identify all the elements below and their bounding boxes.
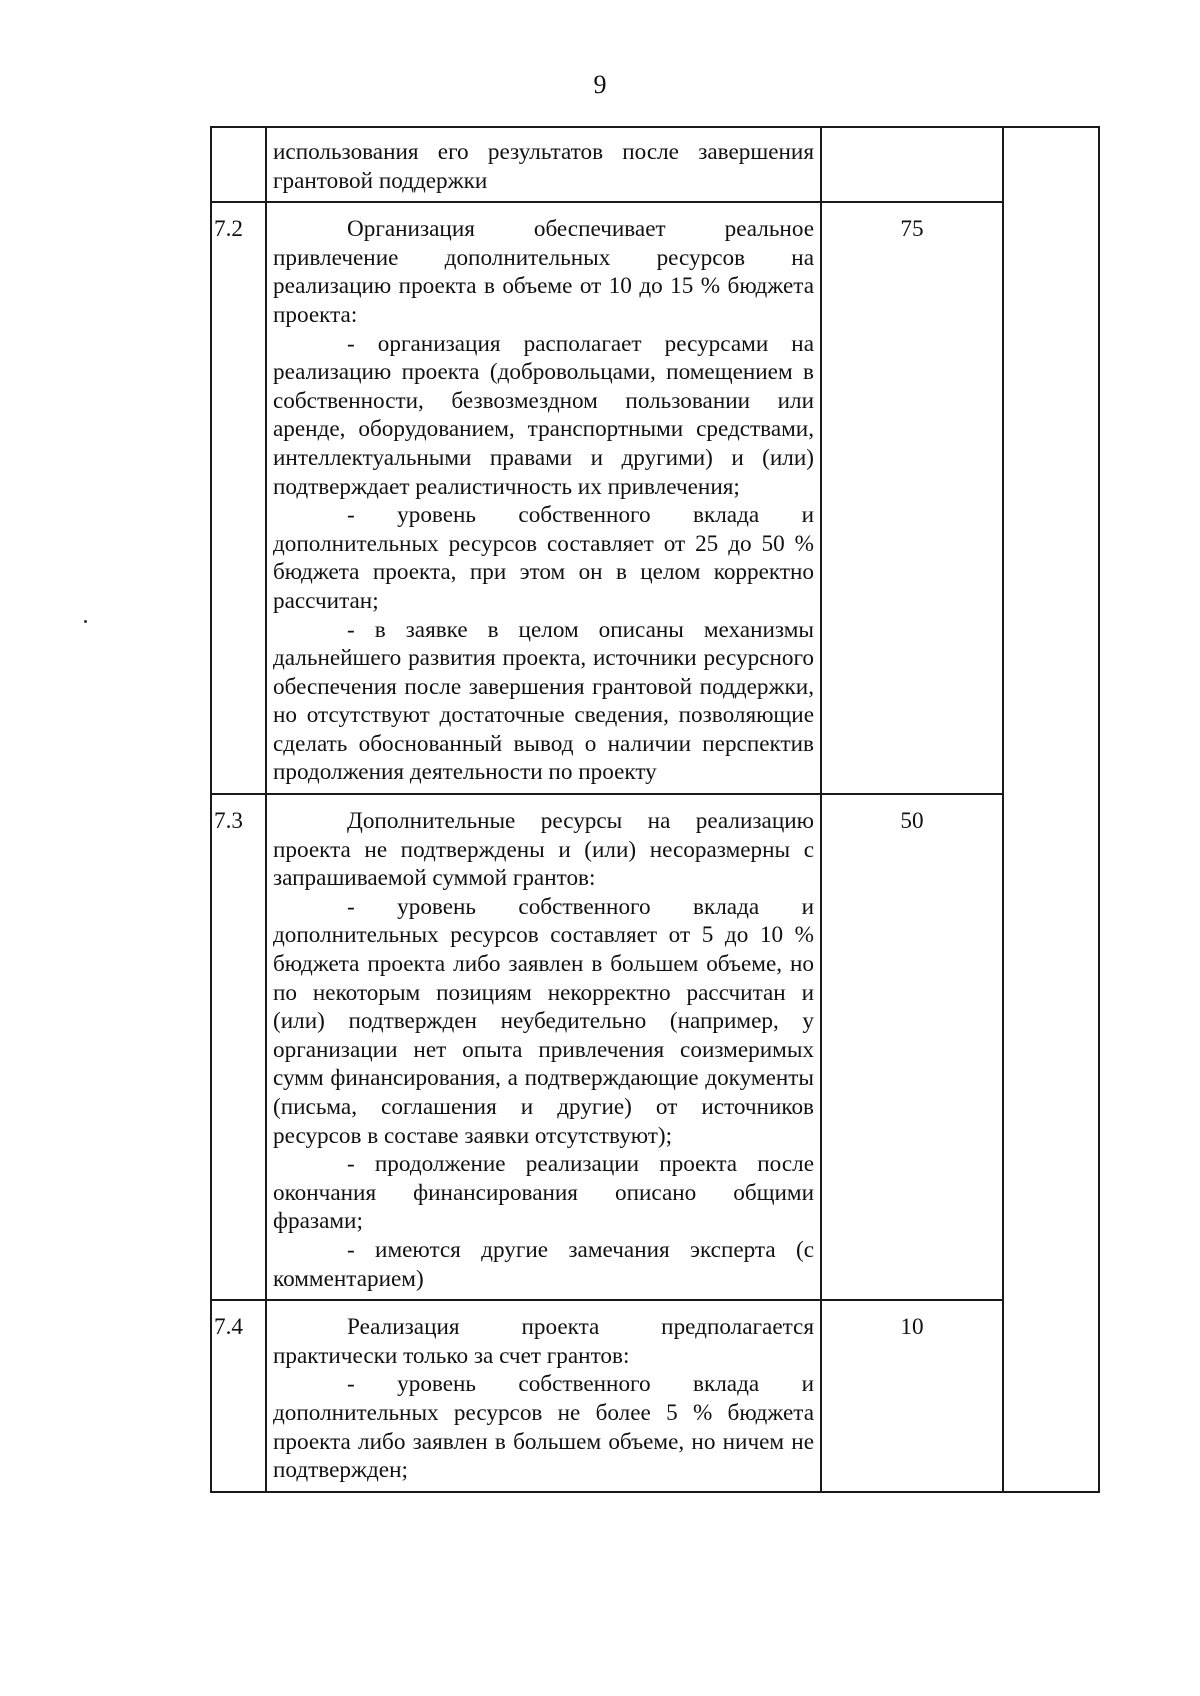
row-number: 7.3 [211, 794, 266, 1300]
row-paragraph: использования его результатов после завершения грантовой поддержки [273, 139, 814, 194]
row-paragraph: - уровень собственного вклада и дополнительных ресурсов не более 5 % бюджета проекта либо заявлен в большем объеме, но ничем не подтвержден; [273, 1371, 814, 1484]
scan-dot [84, 620, 87, 623]
row-paragraph: - имеются другие замечания эксперта (с комментарием) [273, 1236, 814, 1292]
row-description [266, 794, 821, 1300]
table-row-7-4 [211, 1300, 1099, 1492]
row-paragraph: - уровень собственного вклада и дополнительных ресурсов составляет от 5 до 10 % бюджета проекта либо заявлен в большем объеме, но по некоторым позициям некорректно рассчитан и (или) подтвержден неубедительно (например, у организации нет опыта привлечения соизмеримых сумм финансирования, а подтверждающие документы (письма, соглашения и другие) от источников ресурсов в составе заявки отсутствуют); [273, 893, 814, 1149]
row-description [266, 202, 821, 794]
row-description [266, 127, 821, 202]
row-score: 10 [821, 1300, 1003, 1492]
table-row-7-2 [211, 202, 1099, 794]
criteria-table [210, 126, 1100, 1493]
row-description [266, 1300, 821, 1492]
row-score: 50 [821, 794, 1003, 1300]
row-paragraph: - уровень собственного вклада и дополнительных ресурсов составляет от 25 до 50 % бюджета проекта, при этом он в целом корректно рассчитан; [273, 502, 814, 614]
page-number: 9 [593, 70, 607, 99]
table-row-7-3 [211, 794, 1099, 1300]
row-score [821, 127, 1003, 202]
row-paragraph: - в заявке в целом описаны механизмы дальнейшего развития проекта, источники ресурсного обеспечения после завершения грантовой поддержки, но отсутствуют достаточные сведения, позволяющие сделать обоснованный вывод о наличии перспектив продолжения деятельности по проекту [273, 616, 814, 786]
blank-column-cell [1003, 127, 1099, 1492]
row-paragraph: Реализация проекта предполагается практически только за счет грантов: [273, 1314, 814, 1369]
row-number [211, 127, 266, 202]
row-paragraph: - продолжение реализации проекта после окончания финансирования описано общими фразами; [273, 1151, 814, 1235]
row-paragraph: - организация располагает ресурсами на реализацию проекта (добровольцами, помещением в собственности, безвозмездном пользовании или аренде, оборудованием, транспортными средствами, интеллектуальными правами и другими) и (или) подтверждает реалистичность их привлечения; [273, 330, 814, 500]
row-number: 7.4 [211, 1300, 266, 1492]
table-row-continuation [211, 127, 1099, 202]
row-paragraph: Организация обеспечивает реальное привлечение дополнительных ресурсов на реализацию проекта в объеме от 10 до 15 % бюджета проекта: [273, 216, 814, 328]
row-paragraph: Дополнительные ресурсы на реализацию проекта не подтверждены и (или) несоразмерны с запрашиваемой суммой грантов: [273, 808, 814, 892]
row-number: 7.2 [211, 202, 266, 794]
row-score: 75 [821, 202, 1003, 794]
